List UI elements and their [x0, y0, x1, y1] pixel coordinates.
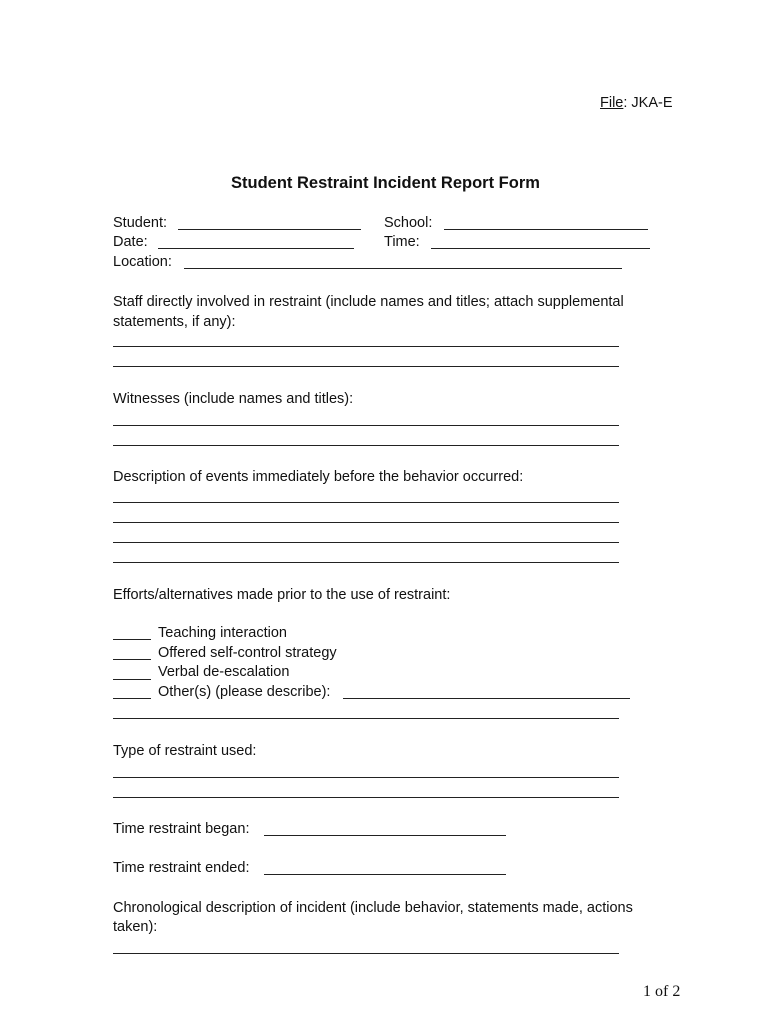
staff-answer-line[interactable]	[113, 366, 619, 367]
chrono-answer-line[interactable]	[113, 953, 619, 954]
description-answer-line[interactable]	[113, 562, 619, 563]
description-answer-line[interactable]	[113, 502, 619, 503]
location-field[interactable]	[184, 268, 622, 269]
time-began-label: Time restraint began:	[113, 821, 250, 837]
chrono-prompt-line1: Chronological description of incident (include behavior, statements made, actions	[113, 900, 633, 916]
staff-prompt-line1: Staff directly involved in restraint (include names and titles; attach supplemental	[113, 294, 624, 310]
efforts-option: Verbal de-escalation	[158, 664, 290, 680]
description-prompt: Description of events immediately before the behavior occurred:	[113, 469, 524, 485]
description-answer-line[interactable]	[113, 522, 619, 523]
efforts-option: Other(s) (please describe):	[158, 684, 331, 700]
efforts-checkbox-line[interactable]	[113, 698, 151, 699]
school-label: School:	[384, 215, 433, 231]
type-answer-line[interactable]	[113, 777, 619, 778]
type-answer-line[interactable]	[113, 797, 619, 798]
chrono-prompt-line2: taken):	[113, 919, 158, 935]
time-ended-label: Time restraint ended:	[113, 860, 250, 876]
file-value: : JKA-E	[623, 95, 673, 111]
efforts-option: Teaching interaction	[158, 625, 287, 641]
witnesses-answer-line[interactable]	[113, 425, 619, 426]
other-describe-line[interactable]	[113, 718, 619, 719]
time-field[interactable]	[431, 248, 650, 249]
type-prompt: Type of restraint used:	[113, 743, 257, 759]
page-number: 1 of 2	[643, 983, 681, 1000]
witnesses-answer-line[interactable]	[113, 445, 619, 446]
witnesses-prompt: Witnesses (include names and titles):	[113, 391, 354, 407]
efforts-checkbox-line[interactable]	[113, 659, 151, 660]
school-field[interactable]	[444, 229, 648, 230]
staff-answer-line[interactable]	[113, 346, 619, 347]
efforts-checkbox-line[interactable]	[113, 679, 151, 680]
location-label: Location:	[113, 254, 172, 270]
time-ended-field[interactable]	[264, 874, 506, 875]
file-label: File	[600, 95, 624, 111]
description-answer-line[interactable]	[113, 542, 619, 543]
date-field[interactable]	[158, 248, 354, 249]
efforts-option: Offered self-control strategy	[158, 645, 337, 661]
student-label: Student:	[113, 215, 168, 231]
time-label: Time:	[384, 234, 420, 250]
page-title: Student Restraint Incident Report Form	[231, 174, 540, 192]
file-reference	[600, 95, 673, 111]
staff-prompt-line2: statements, if any):	[113, 314, 236, 330]
efforts-prompt: Efforts/alternatives made prior to the use of restraint:	[113, 587, 451, 603]
efforts-checkbox-line[interactable]	[113, 639, 151, 640]
time-began-field[interactable]	[264, 835, 506, 836]
other-describe-field[interactable]	[343, 698, 630, 699]
date-label: Date:	[113, 234, 148, 250]
student-field[interactable]	[178, 229, 361, 230]
